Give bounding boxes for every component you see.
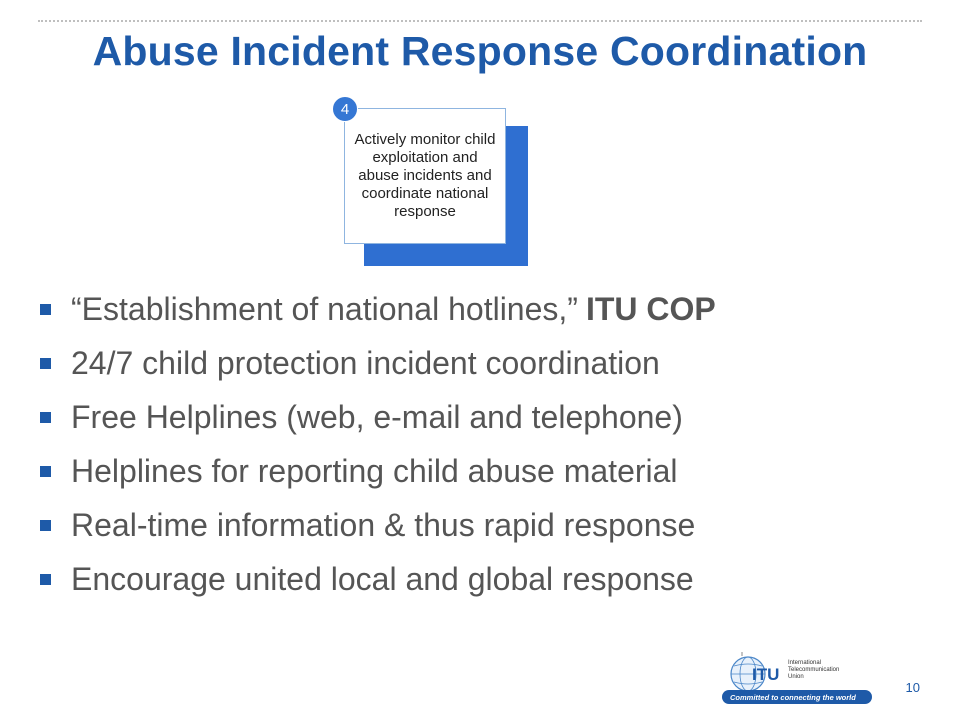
square-bullet-icon [40,574,51,585]
logo-org-line: International [788,660,822,666]
step-card [328,96,532,268]
bullet-item [40,336,940,390]
step-card-text: Actively monitor child exploitation and abuse incidents and coordinate national response [354,131,496,220]
bullet-text: “Establishment of national hotlines,” [71,290,578,327]
logo-org-line: Telecommunication [788,667,840,673]
square-bullet-icon [40,304,51,315]
square-bullet-icon [40,466,51,477]
bullet-item [40,552,940,606]
bullet-bold-suffix: ITU COP [585,290,716,327]
bullet-list [40,282,940,606]
bullet-text: Helplines for reporting child abuse material [71,452,678,489]
bullet-item [40,444,940,498]
bullet-text: 24/7 child protection incident coordination [71,344,660,381]
page-number: 10 [905,680,920,695]
step-card-body [344,108,506,244]
bullet-item [40,390,940,444]
square-bullet-icon [40,358,51,369]
bullet-text: Real-time information & thus rapid response [71,506,696,543]
step-number-badge: 4 [332,96,358,122]
logo-tagline: Committed to connecting the world [730,693,856,702]
bullet-text: Encourage united local and global response [71,560,694,597]
logo-acronym: ITU [752,665,780,684]
bullet-item [40,498,940,552]
slide-title: Abuse Incident Response Coordination [92,28,868,74]
logo-org-line: Union [788,674,804,680]
square-bullet-icon [40,520,51,531]
top-divider [38,20,922,22]
square-bullet-icon [40,412,51,423]
bullet-text: Free Helplines (web, e-mail and telephone) [71,398,683,435]
bullet-item [40,282,940,336]
itu-logo [718,652,882,708]
